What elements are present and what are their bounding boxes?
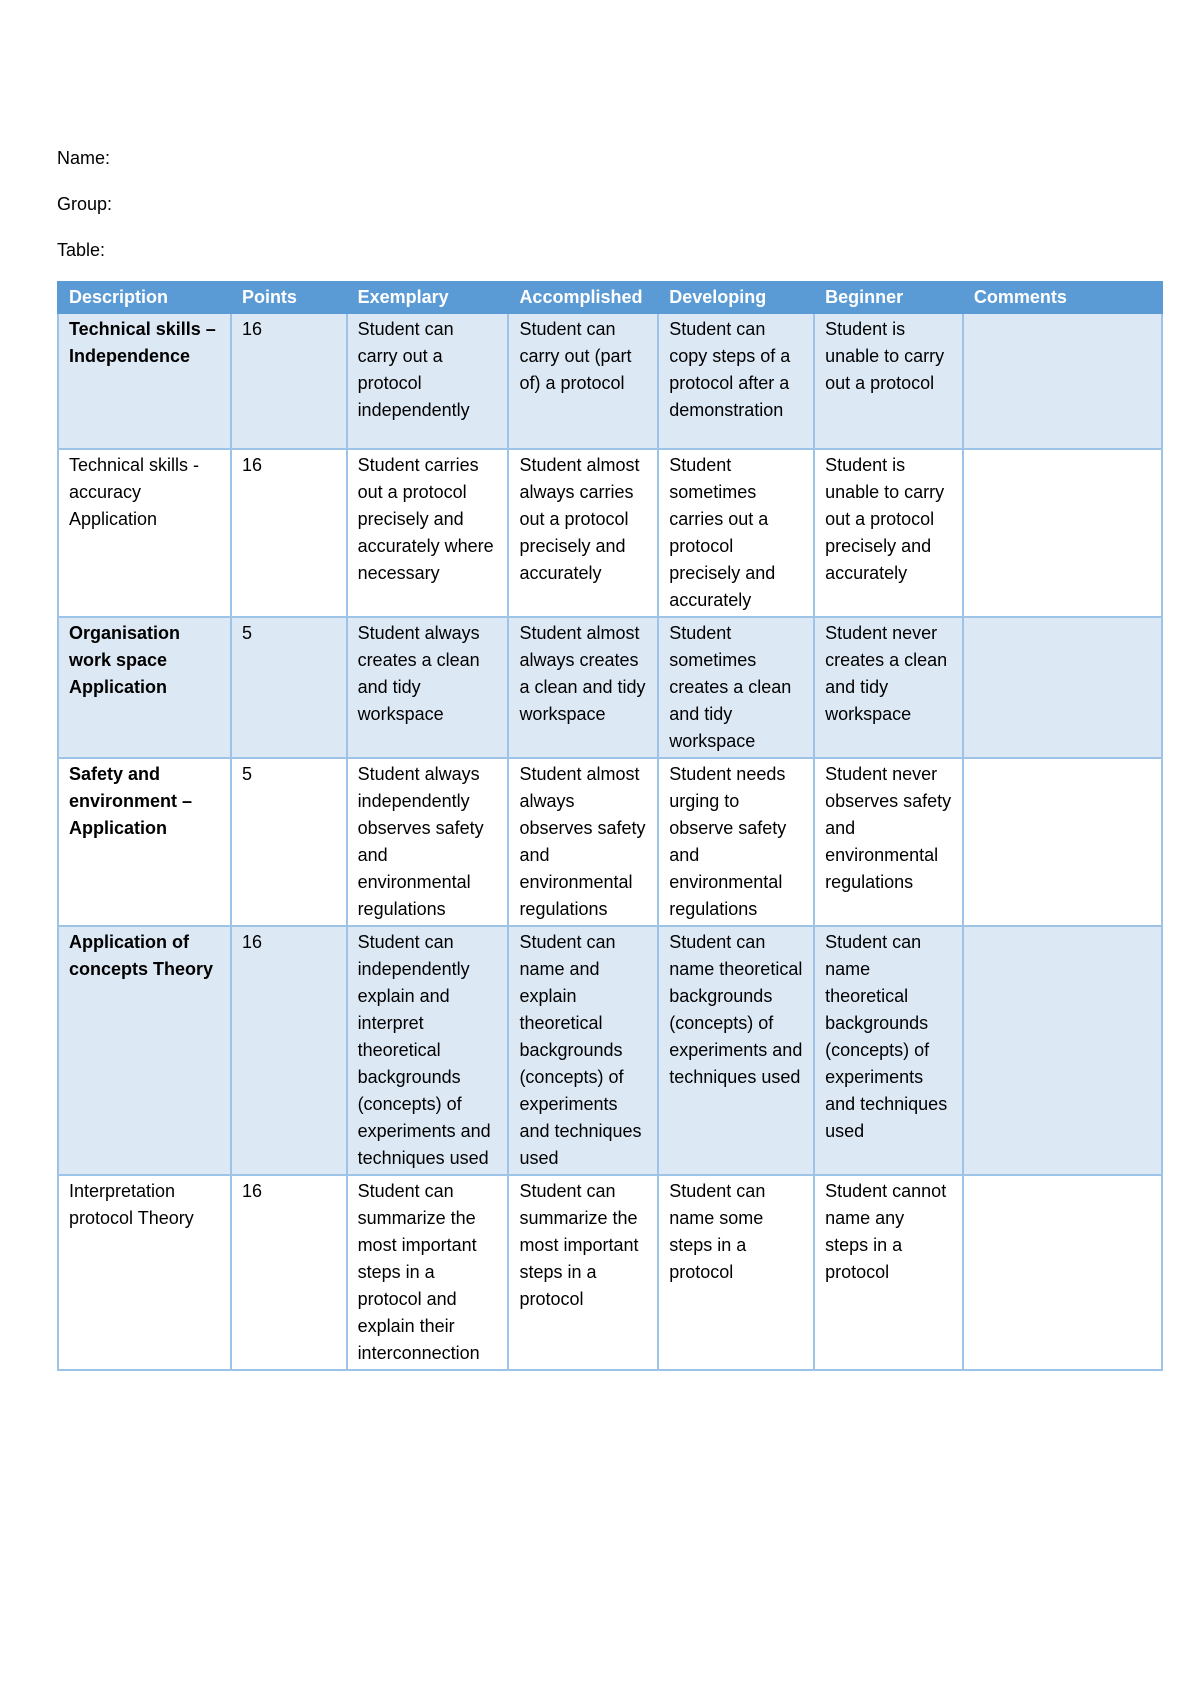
level-beginner: Student cannot name any steps in a protocol — [814, 1175, 963, 1370]
level-developing: Student sometimes carries out a protocol precisely and accurately — [658, 449, 814, 617]
comments-cell[interactable] — [963, 617, 1162, 758]
level-accomplished: Student almost always carries out a protocol precisely and accurately — [508, 449, 658, 617]
criterion-points: 5 — [231, 617, 347, 758]
comments-cell[interactable] — [963, 758, 1162, 926]
criterion-description: Organisation work space Application — [58, 617, 231, 758]
level-exemplary: Student carries out a protocol precisely and accurately where necessary — [347, 449, 509, 617]
criterion-points: 16 — [231, 1175, 347, 1370]
table-row — [58, 1175, 1162, 1370]
level-beginner: Student never creates a clean and tidy workspace — [814, 617, 963, 758]
level-accomplished: Student can summarize the most important steps in a protocol — [508, 1175, 658, 1370]
level-exemplary: Student always creates a clean and tidy workspace — [347, 617, 509, 758]
level-developing: Student can copy steps of a protocol after a demonstration — [658, 313, 814, 449]
criterion-points: 5 — [231, 758, 347, 926]
level-beginner: Student is unable to carry out a protocol — [814, 313, 963, 449]
table-row — [58, 758, 1162, 926]
criterion-description: Technical skills – Independence — [58, 313, 231, 449]
table-row — [58, 617, 1162, 758]
level-exemplary: Student can carry out a protocol independently — [347, 313, 509, 449]
criterion-description: Application of concepts Theory — [58, 926, 231, 1175]
level-developing: Student sometimes creates a clean and tidy workspace — [658, 617, 814, 758]
rubric-table — [57, 281, 1163, 1371]
header-developing: Developing — [658, 282, 814, 313]
level-beginner: Student is unable to carry out a protocol precisely and accurately — [814, 449, 963, 617]
level-developing: Student can name theoretical backgrounds (concepts) of experiments and techniques used — [658, 926, 814, 1175]
level-accomplished: Student almost always creates a clean and tidy workspace — [508, 617, 658, 758]
level-beginner: Student can name theoretical backgrounds (concepts) of experiments and techniques used — [814, 926, 963, 1175]
header-comments: Comments — [963, 282, 1162, 313]
student-info-fields — [57, 147, 112, 285]
table-row — [58, 449, 1162, 617]
level-beginner: Student never observes safety and environmental regulations — [814, 758, 963, 926]
level-accomplished: Student can name and explain theoretical backgrounds (concepts) of experiments and techniques used — [508, 926, 658, 1175]
level-developing: Student can name some steps in a protocol — [658, 1175, 814, 1370]
header-description: Description — [58, 282, 231, 313]
comments-cell[interactable] — [963, 449, 1162, 617]
table-row — [58, 313, 1162, 449]
level-exemplary: Student can summarize the most important steps in a protocol and explain their interconnection — [347, 1175, 509, 1370]
level-developing: Student needs urging to observe safety and environmental regulations — [658, 758, 814, 926]
criterion-description: Safety and environment – Application — [58, 758, 231, 926]
name-label: Name: — [57, 148, 111, 168]
header-points: Points — [231, 282, 347, 313]
comments-cell[interactable] — [963, 926, 1162, 1175]
criterion-points: 16 — [231, 313, 347, 449]
rubric-header-row — [58, 282, 1162, 313]
header-beginner: Beginner — [814, 282, 963, 313]
header-accomplished: Accomplished — [508, 282, 658, 313]
table-label: Table: — [57, 240, 106, 260]
criterion-description: Technical skills - accuracy Application — [58, 449, 231, 617]
level-exemplary: Student always independently observes safety and environmental regulations — [347, 758, 509, 926]
level-accomplished: Student can carry out (part of) a protocol — [508, 313, 658, 449]
criterion-points: 16 — [231, 926, 347, 1175]
comments-cell[interactable] — [963, 313, 1162, 449]
header-exemplary: Exemplary — [347, 282, 509, 313]
level-exemplary: Student can independently explain and interpret theoretical backgrounds (concepts) of experiments and techniques used — [347, 926, 509, 1175]
comments-cell[interactable] — [963, 1175, 1162, 1370]
criterion-points: 16 — [231, 449, 347, 617]
table-row — [58, 926, 1162, 1175]
criterion-description: Interpretation protocol Theory — [58, 1175, 231, 1370]
group-label: Group: — [57, 194, 113, 214]
level-accomplished: Student almost always observes safety and environmental regulations — [508, 758, 658, 926]
